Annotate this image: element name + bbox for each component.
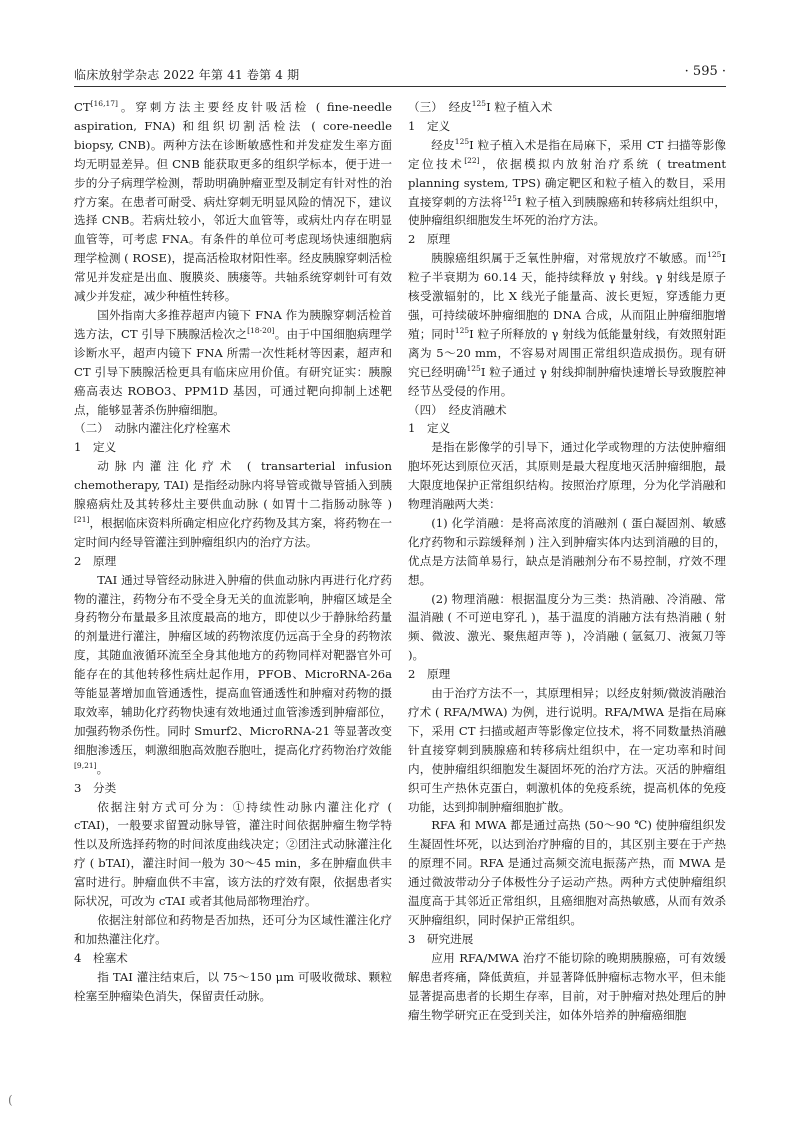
paragraph-guidelines: 国外指南大多推荐超声内镜下 FNA 作为胰腺穿刺活检首选方法，CT 引导下胰腺活检次之[18-20]。由于中国细胞病理学诊断水平，超声内镜下 FNA 所需一次性耗材等因素，超声和 CT 引导下胰腺活检更具有临床应用价值。有研究证实：胰腺癌高表达 ROBO3、PPM1D 基因，可通过靶向抑制上述靶点，能够显著杀伤肿瘤细胞。 [74, 307, 392, 417]
paragraph-classification-1: 依据注射方式可分为：①持续性动脉内灌注化疗 ( cTAI)，一般要求留置动脉导管，灌注时间依据肿瘤生物学特性以及所选择药物的时间浓度曲线决定；②团注式动脉灌注化疗 ( bTAI)，灌注时间一般为 30～45 min，多在肿瘤血供丰富时进行。肿瘤血供不丰富，该方法的疗效有限，依据患者实际状况，可改为 cTAI 或者其他局部物理治疗。 [74, 799, 392, 909]
section-heading-ablation: （四） 经皮消融术 [408, 402, 507, 417]
paragraph-ablation-principle-2: RFA 和 MWA 都是通过高热 (50～90 ℃) 使肿瘤组织发生凝固性坏死，以达到治疗肿瘤的目的，其区别主要在于产热的原理不同。RFA 是通过高频交流电振荡产热，而 MWA 是通过微波带动分子体极性分子运动产热。两种方式使肿瘤组织温度高于其邻近正常组织，且癌细胞对高热敏感，从而有效杀灭肿瘤组织，同时保护正常组织。 [408, 818, 726, 927]
subheading-classification: 3 分类 [74, 780, 117, 795]
citation: [21] [74, 515, 90, 525]
page-number: · 595 · [684, 64, 726, 79]
running-header [74, 64, 726, 86]
right-column [408, 98, 726, 1024]
paragraph-chemical-ablation: (1) 化学消融：是将高浓度的消融剂 ( 蛋白凝固剂、敏感化疗药物和示踪缓释剂 ) 注入到肿瘤实体内达到消融的目的，优点是方法简单易行，缺点是消融剂分布不易控制，疗效不理想。 [408, 515, 726, 587]
section-heading-seed-implant: （三） 经皮$^{125}$I 粒子植入术 [408, 99, 553, 114]
section-heading-tai: （二） 动脉内灌注化疗栓塞术 [74, 421, 231, 436]
left-column [74, 98, 392, 1006]
citation: [22] [464, 155, 480, 165]
paragraph-biopsy-methods: CT[16,17]。穿刺方法主要经皮针吸活检 ( fine-needle aspiration, FNA) 和组织切割活检法 ( core-needle biopsy, CNB)。两种方法在诊断敏感性和并发症发生率方面均无明显差异。但 CNB 能获取更多的组织学标本，便于进一步的分子病理学检测，帮助明确肿瘤亚型及制定有针对性的治疗方案。在患者可耐受、病灶穿刺无明显风险的情况下，建议选择 CNB。若病灶较小，邻近大血管等，或病灶内存在明显血管等，可考虑 FNA。有条件的单位可考虑现场快速细胞病理学检测 ( ROSE)，提高活检取材阳性率。经皮胰腺穿刺活检常见并发症是出血、腹膜炎、胰瘘等。共轴系统穿刺针可有效减少并发症，减少种植性转移。 [74, 99, 392, 304]
subheading-progress: 3 研究进展 [408, 931, 474, 946]
subheading-definition: 1 定义 [408, 118, 451, 133]
paragraph-research-progress: 应用 RFA/MWA 治疗不能切除的晚期胰腺癌，可有效缓解患者疼痛，降低黄疸，并显著降低肿瘤标志物水平，但未能显著提高患者的长期生存率，目前，对于肿瘤对热处理后的肿瘤生物学研究正在受到关注，如体外培养的肿瘤癌细胞 [408, 950, 726, 1022]
subheading-definition: 1 定义 [408, 421, 451, 436]
paragraph-seed-principle: 胰腺癌组织属于乏氧性肿瘤，对常规放疗不敏感。而$^{125}$I 粒子半衰期为 60.14 天，能持续释放 γ 射线。γ 射线是原子核受激辐射的，比 X 线光子能量高、波长更短，穿透能力更强，可持续破坏肿瘤细胞的 DNA 合成，从而阻止肿瘤细胞增殖；同时$^{125}$I 粒子所释放的 γ 射线为低能量射线，有效照射距离为 5～20 mm，不容易对周围正常组织造成损伤。现有研究已经明确$^{125}$I 粒子通过 γ 射线抑制肿瘤快速增长导致腹腔神经节丛受侵的作用。 [408, 250, 726, 398]
margin-mark: ( [8, 1093, 13, 1107]
paragraph-classification-2: 依据注射部位和药物是否加热，还可分为区域性灌注化疗和加热灌注化疗。 [74, 912, 392, 946]
paragraph-tai-definition: 动脉内灌注化疗术 ( transarterial infusion chemotherapy, TAI) 是指经动脉内将导管或微导管插入到胰腺癌病灶及其转移灶主要供血动脉 ( 如胃十二指肠动脉等 )[21]，根据临床资料所确定相应化疗药物及其方案，将药物在一定时间内经导管灌注到肿瘤组织内的治疗方法。 [74, 459, 392, 549]
paragraph-ablation-definition: 是指在影像学的引导下，通过化学或物理的方法使肿瘤细胞坏死达到原位灭活，其原则是最大程度地灭活肿瘤细胞，最大限度地保护正常组织结构。按照治疗原理，分为化学消融和物理消融两大类： [408, 440, 726, 512]
paragraph-seed-definition: 经皮$^{125}$I 粒子植入术是指在局麻下，采用 CT 扫描等影像定位技术[22]，依据模拟内放射治疗系统 ( treatment planning system, TPS) 确定靶区和粒子植入的数目，采用直接穿刺的方法将$^{125}$I 粒子植入到胰腺癌和转移病灶组织中，使肿瘤组织细胞发生坏死的治疗方法。 [408, 136, 726, 228]
citation: [16,17] [90, 99, 118, 109]
citation: [9,21] [74, 760, 97, 770]
paragraph-ablation-principle-1: 由于治疗方法不一，其原理相异；以经皮射频/微波消融治疗术 ( RFA/MWA) 为例，进行说明。RFA/MWA 是指在局麻下，采用 CT 扫描或超声等影像定位技术，将不同数量热消融针直接穿刺到胰腺癌和转移病灶组织中，在一定功率和时间内，使肿瘤组织细胞发生凝固坏死的治疗方法。灭活的肿瘤组织可生产热休克蛋白，刺激机体的免疫系统，提高机体的免疫功能，达到抑制肿瘤细胞扩散。 [408, 686, 726, 814]
paragraph-physical-ablation: (2) 物理消融：根据温度分为三类：热消融、冷消融、常温消融 ( 不可逆电穿孔 )，基于温度的消融方法有热消融 ( 射频、微波、激光、聚焦超声等 )，冷消融 ( 氩氦刀、液氮刀等 )。 [408, 591, 726, 663]
paragraph-embolization: 指 TAI 灌注结束后，以 75～150 μm 可吸收微球、颗粒栓塞至肿瘤染色消失，保留责任动脉。 [74, 969, 392, 1003]
subheading-embolization: 4 栓塞术 [74, 950, 128, 965]
subheading-principle: 2 原理 [408, 667, 451, 682]
paragraph-tai-principle: TAI 通过导管经动脉进入肿瘤的供血动脉内再进行化疗药物的灌注，药物分布不受全身无关的血流影响，肿瘤区域是全身药物分布量最多且浓度最高的地方，即使以少于静脉给药量的剂量进行灌注，肿瘤区域的药物浓度仍远高于全身的药物浓度，其随血液循环流至全身其他地方的药物同样对靶器官外可能存在的其他转移性病灶起作用，PFOB、MicroRNA-26a 等能显著增加血管通透性，提高血管通透性和肿瘤对药物的摄取效率，辅助化疗药物快速有效地通过血管渗透到肿瘤部位，加强药物杀伤性。同时 Smurf2、MicroRNA-21 等显著改变细胞渗透压，刺激细胞高效胞吞胞吐，提高化疗药物治疗效能[9,21]。 [74, 572, 392, 776]
subheading-principle: 2 原理 [408, 232, 451, 247]
subheading-definition: 1 定义 [74, 440, 117, 455]
citation: [18-20] [247, 326, 275, 336]
journal-title: 临床放射学杂志 2022 年第 41 卷第 4 期 [74, 68, 300, 82]
subheading-principle: 2 原理 [74, 553, 117, 568]
header-rule [74, 86, 726, 87]
